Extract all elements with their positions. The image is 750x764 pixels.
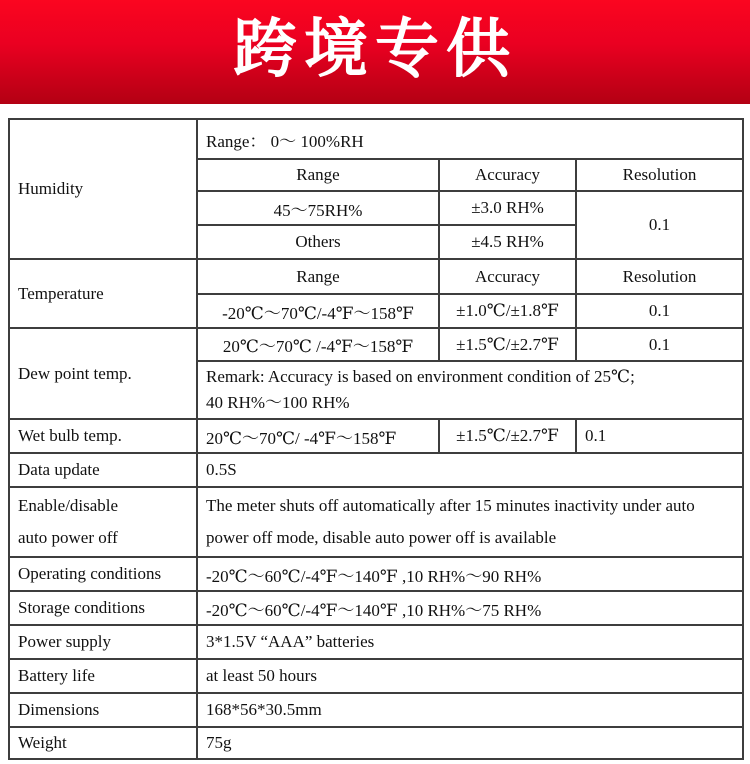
- humidity-accuracy-1-cell: ±3.0 RH%: [439, 191, 576, 225]
- wet-bulb-resolution-cell: 0.1: [576, 419, 743, 453]
- battery-life-value-cell: at least 50 hours: [197, 659, 743, 693]
- storage-conditions-label-cell: Storage conditions: [9, 591, 197, 625]
- humidity-header-accuracy-cell: Accuracy: [439, 159, 576, 191]
- dew-point-accuracy-cell: ±1.5℃/±2.7℉: [439, 328, 576, 361]
- dew-point-remark-line2: 40 RH%～100 RH%: [206, 393, 350, 412]
- dimensions-label-cell: Dimensions: [9, 693, 197, 727]
- weight-value-cell: 75g: [197, 727, 743, 759]
- promo-banner: [0, 0, 750, 104]
- auto-power-off-value-line2: power off mode, disable auto power off is available: [206, 528, 557, 547]
- humidity-range-1-cell: 45～75RH%: [197, 191, 439, 225]
- spec-table: [8, 118, 744, 760]
- data-update-label-cell: Data update: [9, 453, 197, 487]
- power-supply-value-cell: 3*1.5V “AAA” batteries: [197, 625, 743, 659]
- weight-label-cell: Weight: [9, 727, 197, 759]
- wet-bulb-range-cell: 20℃～70℃/ -4℉～158℉: [197, 419, 439, 453]
- storage-conditions-value-cell: -20℃～60℃/-4℉～140℉ ,10 RH%～75 RH%: [197, 591, 743, 625]
- dew-point-remark-cell: [197, 361, 743, 419]
- operating-conditions-value-cell: -20℃～60℃/-4℉～140℉ ,10 RH%～90 RH%: [197, 557, 743, 591]
- spec-table-container: [0, 104, 750, 760]
- humidity-header-resolution-cell: Resolution: [576, 159, 743, 191]
- humidity-range-2-cell: Others: [197, 225, 439, 259]
- humidity-resolution-cell: 0.1: [576, 191, 743, 259]
- auto-power-off-label-line1: Enable/disable: [18, 496, 119, 515]
- promo-banner-title: 跨境专供: [233, 13, 517, 87]
- dew-point-resolution-cell: 0.1: [576, 328, 743, 361]
- dew-point-label-cell: Dew point temp.: [9, 328, 197, 419]
- temperature-resolution-cell: 0.1: [576, 294, 743, 328]
- humidity-overall-range-cell: Range： 0～ 100%RH: [197, 119, 743, 159]
- temperature-label-cell: Temperature: [9, 259, 197, 328]
- dew-point-range-cell: 20℃～70℃ /-4℉～158℉: [197, 328, 439, 361]
- data-update-value-cell: 0.5S: [197, 453, 743, 487]
- auto-power-off-value-line1: The meter shuts off automatically after 15 minutes inactivity under auto: [206, 496, 695, 515]
- temperature-header-resolution-cell: Resolution: [576, 259, 743, 294]
- auto-power-off-label-cell: [9, 487, 197, 557]
- dimensions-value-cell: 168*56*30.5mm: [197, 693, 743, 727]
- humidity-accuracy-2-cell: ±4.5 RH%: [439, 225, 576, 259]
- temperature-header-range-cell: Range: [197, 259, 439, 294]
- humidity-label-cell: Humidity: [9, 119, 197, 259]
- battery-life-label-cell: Battery life: [9, 659, 197, 693]
- temperature-range-cell: -20℃～70℃/-4℉～158℉: [197, 294, 439, 328]
- dew-point-remark-line1: Remark: Accuracy is based on environment condition of 25℃;: [206, 367, 635, 386]
- temperature-accuracy-cell: ±1.0℃/±1.8℉: [439, 294, 576, 328]
- auto-power-off-label-line2: auto power off: [18, 528, 118, 547]
- power-supply-label-cell: Power supply: [9, 625, 197, 659]
- temperature-header-accuracy-cell: Accuracy: [439, 259, 576, 294]
- auto-power-off-value-cell: [197, 487, 743, 557]
- wet-bulb-accuracy-cell: ±1.5℃/±2.7℉: [439, 419, 576, 453]
- humidity-header-range-cell: Range: [197, 159, 439, 191]
- wet-bulb-label-cell: Wet bulb temp.: [9, 419, 197, 453]
- operating-conditions-label-cell: Operating conditions: [9, 557, 197, 591]
